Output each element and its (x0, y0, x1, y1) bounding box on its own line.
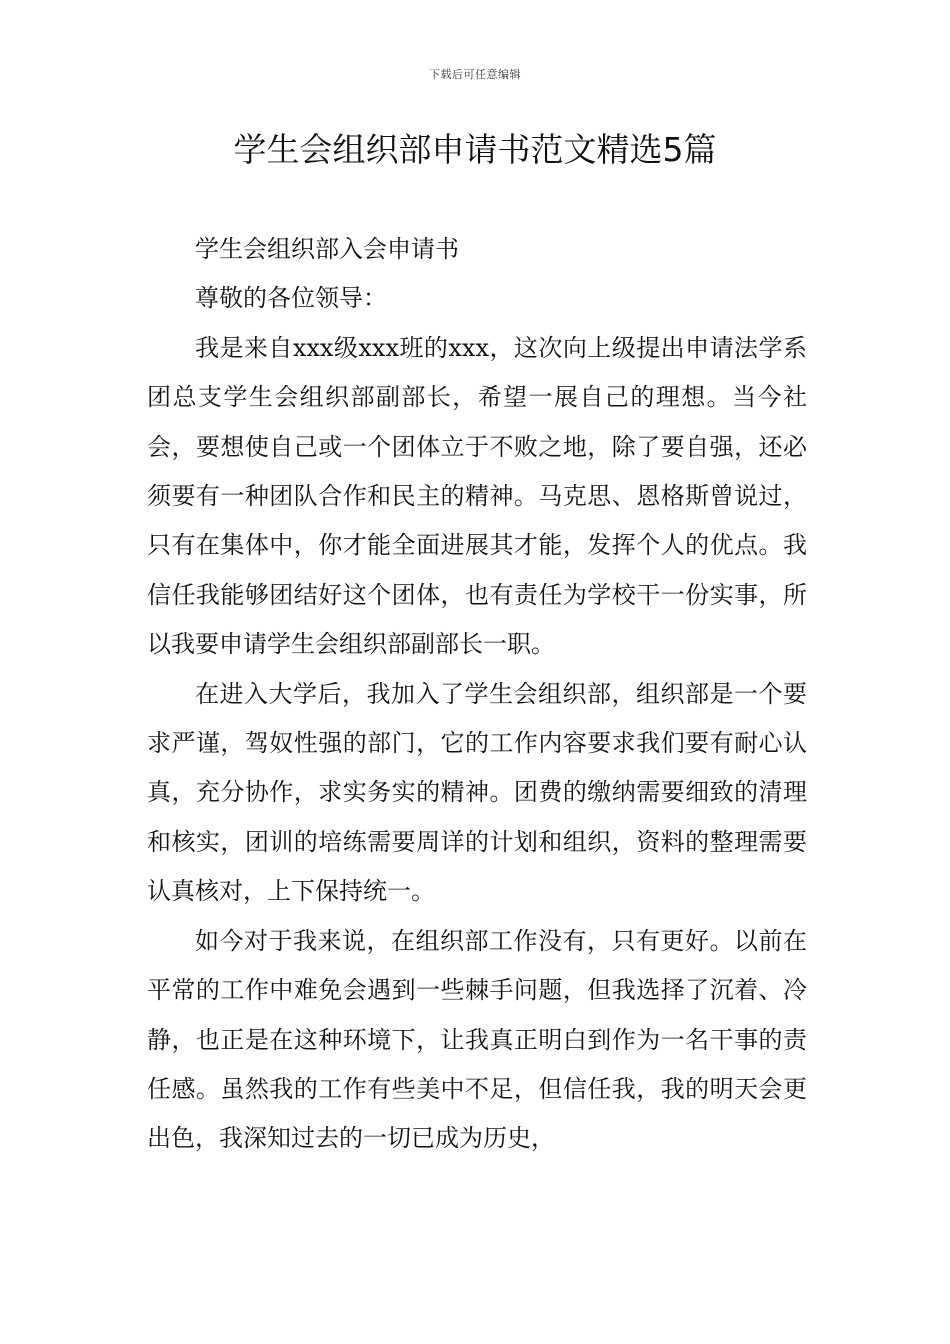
paragraph-1: 我是来自xxx级xxx班的xxx，这次向上级提出申请法学系团总支学生会组织部副部长，希望一展自己的理想。当今社会，要想使自己或一个团体立于不败之地，除了要自强，还必须要有一种团队合作和民主的精神。马克思、恩格斯曾说过，只有在集体中，你才能全面进展其才能，发挥个人的优点。我信任我能够团结好这个团体，也有责任为学校干一份实事，所以我要申请学生会组织部副部长一职。 (147, 333, 807, 659)
paragraph-2: 在进入大学后，我加入了学生会组织部，组织部是一个要求严谨，驾奴性强的部门，它的工作内容要求我们要有耐心认真，充分协作，求实务实的精神。团费的缴纳需要细致的清理和核实，团训的培练需要周详的计划和组织，资料的整理需要认真核对，上下保持统一。 (147, 679, 807, 906)
header-note: 下载后可任意编辑 (429, 68, 521, 81)
document-title: 学生会组织部申请书范文精选5篇 (233, 130, 717, 169)
paragraph-3: 如今对于我来说，在组织部工作没有，只有更好。以前在平常的工作中难免会遇到一些棘手问题，但我选择了沉着、冷静，也正是在这种环境下，让我真正明白到作为一名干事的责任感。虽然我的工作有些美中不足，但信任我，我的明天会更出色，我深知过去的一切已成为历史， (147, 926, 807, 1153)
document-subtitle: 学生会组织部入会申请书 (195, 235, 459, 263)
document-body (147, 225, 807, 1164)
salutation: 尊敬的各位领导： (195, 284, 387, 313)
